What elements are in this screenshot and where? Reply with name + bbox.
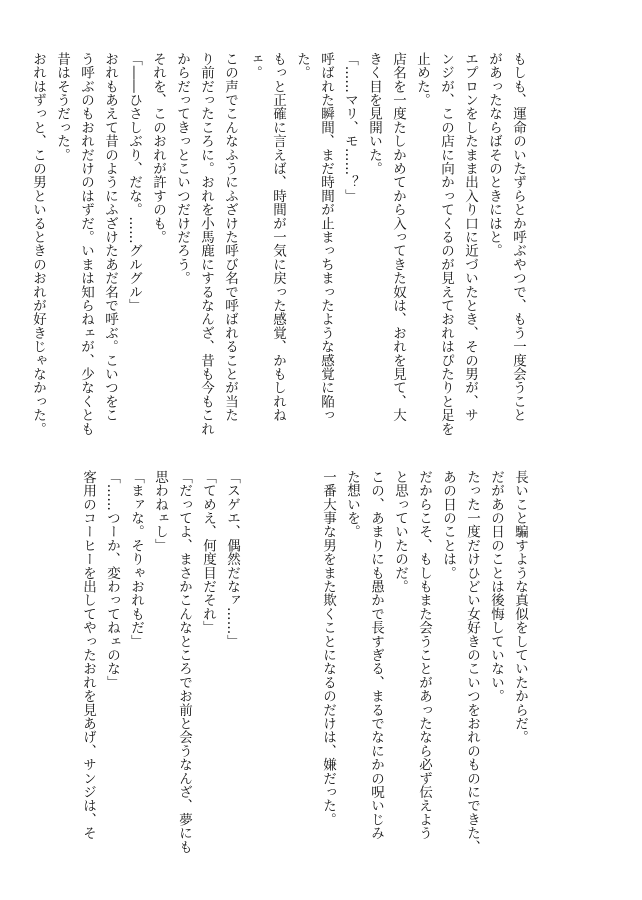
text-line: それを、このおれが許すのも。 bbox=[150, 52, 166, 244]
text-line: ンジが、この店に向かってくるのが見えておれはぴたりと足を bbox=[438, 52, 454, 436]
text-line: おれはずっと、この男といるときのおれが好きじゃなかった。 bbox=[30, 52, 46, 436]
text-line: おれもあえて昔のようにふざけたあだ名で呼ぶ。こいつをこ bbox=[102, 52, 118, 422]
text-line: 「だってよ、まさかこんなところでお前と会うなんざ、夢にも bbox=[176, 470, 192, 854]
text-line: 止めた。 bbox=[414, 52, 430, 107]
scene-break bbox=[268, 470, 292, 830]
text-line: エプロンをしたまま出入り口に近づいたとき、その男が、サ bbox=[462, 52, 478, 422]
text-line: 「スゲエ、偶然だなァ……」 bbox=[224, 470, 240, 649]
text-line: もしも、運命のいたずらとか呼ぶやつで、もう一度会うこと bbox=[510, 52, 526, 422]
text-line: ェ。 bbox=[246, 52, 262, 80]
text-line: きく目を見開いた。 bbox=[366, 52, 382, 176]
scene-break bbox=[244, 470, 268, 830]
scene-break bbox=[292, 470, 316, 830]
text-line: 店名を一度たしかめてから入ってきた奴は、おれを見て、大 bbox=[390, 52, 406, 422]
text-line: 「……マリ、モ……？」 bbox=[342, 52, 358, 203]
text-line: 客用のコーヒーを出してやったおれを見あげ、サンジは、そ bbox=[80, 470, 96, 840]
text-line: り前だったころに。おれを小馬鹿にするなんざ、昔も今もこれ bbox=[198, 52, 214, 436]
text-line: もっと正確に言えば、時間が一気に戻った感覚、かもしれね bbox=[270, 52, 286, 422]
text-line: 思わねェし」 bbox=[152, 470, 168, 553]
text-line: と思っていたのだ。 bbox=[392, 470, 408, 594]
text-line: だからこそ、もしもまた会うことがあったなら必ず伝えよう bbox=[416, 470, 432, 840]
text-line: あの日のことは。 bbox=[440, 470, 456, 580]
text-line: 昔はそうだった。 bbox=[54, 52, 70, 162]
text-line: 「てめえ、何度目だそれ」 bbox=[200, 470, 216, 635]
text-line: 一番大事な男をまた欺くことになるのだけは、嫌だった。 bbox=[320, 470, 336, 827]
text-line: 「――ひさしぶり、だな。……グルグル」 bbox=[126, 52, 142, 313]
text-line: 長いこと騙すような真似をしていたからだ。 bbox=[512, 470, 528, 744]
text-line: 「……つーか、変わってねェのな」 bbox=[104, 470, 120, 690]
text-line: う呼ぶのもおれだけのはずだ。いまは知らねェが、少なくとも bbox=[78, 52, 94, 436]
text-line: 「まァな。そりゃおれもだ」 bbox=[128, 470, 144, 649]
text-line: た。 bbox=[294, 52, 310, 80]
text-line: があったならばそのときにはと。 bbox=[486, 52, 502, 258]
text-line: 呼ばれた瞬間、まだ時間が止まっちまったような感覚に陥っ bbox=[318, 52, 334, 422]
upper-text-block bbox=[26, 52, 530, 472]
text-line: だがあの日のことは後悔していない。 bbox=[488, 470, 504, 703]
text-line: からだってきっとこいつだけだろう。 bbox=[174, 52, 190, 285]
text-line: この、あまりにも愚かで長すぎる、まるでなにかの呪いじみ bbox=[368, 470, 384, 840]
text-line: た想いを。 bbox=[344, 470, 360, 539]
text-line: たった一度だけひどい女好きのこいつをおれのものにできた、 bbox=[464, 470, 480, 854]
lower-text-block bbox=[76, 470, 532, 854]
text-line: この声でこんなふうにふざけた呼び名で呼ばれることが当た bbox=[222, 52, 238, 422]
